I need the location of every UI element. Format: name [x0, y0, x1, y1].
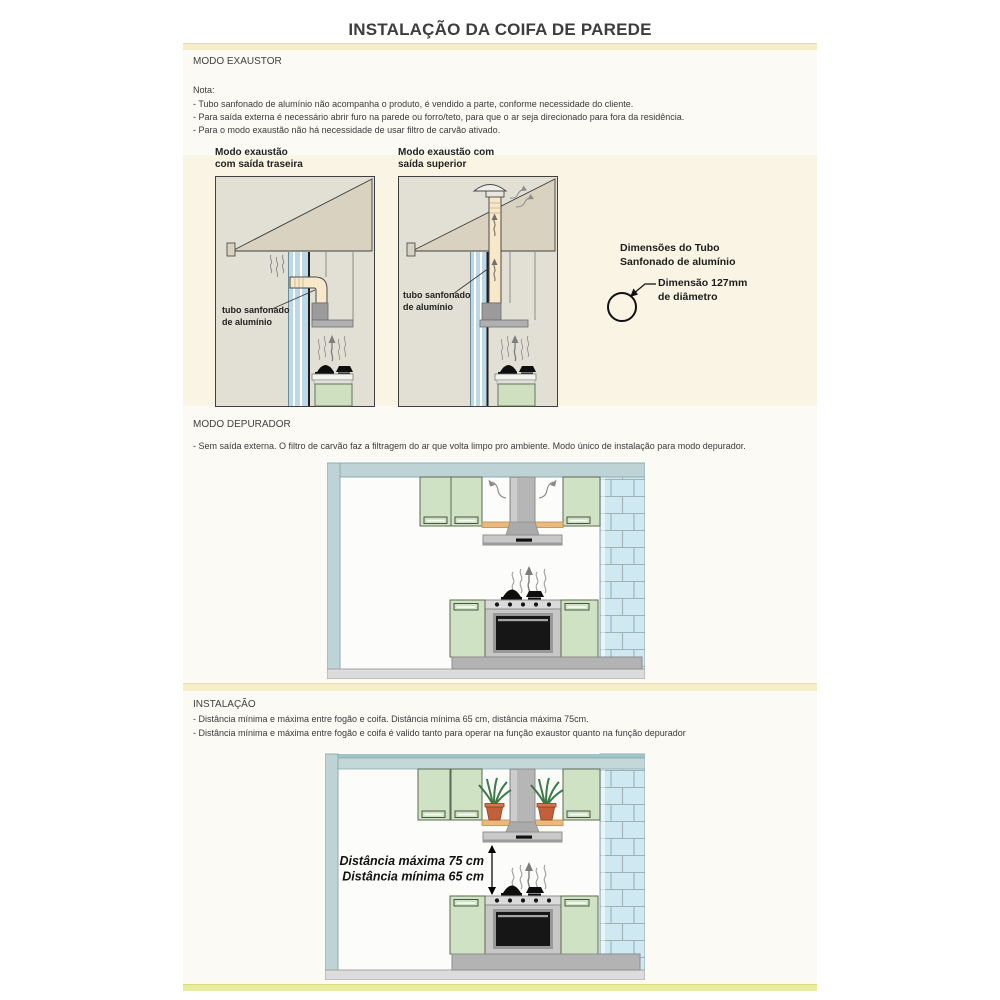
depurador-note: - Sem saída externa. O filtro de carvão faz a filtragem do ar que volta limpo pro ambiente. Modo único de instalação para modo depurador. [193, 441, 746, 451]
divider-band-bottom [183, 984, 817, 991]
hood-chimney [506, 477, 539, 535]
tube-label-line1: tubo sanfonado [403, 290, 471, 300]
instalacao-note-1: - Distância mínima e máxima entre fogão e coifa. Distância mínima 65 cm, distância máxima 75cm. [193, 714, 589, 724]
nota-item-1: - Tubo sanfonado de alumínio não acompanha o produto, é vendido a parte, conforme necessidade do cliente. [193, 99, 634, 109]
nota-item-2: - Para saída externa é necessário abrir furo na parede ou forro/teto, para que o ar seja direcionado para fora da residência. [193, 112, 685, 122]
wall-cross-section [288, 252, 309, 406]
modo-exaustor-heading: MODO EXAUSTOR [193, 56, 282, 67]
plinth [452, 954, 640, 970]
diagram-rear-exit [215, 176, 375, 407]
left-wall [327, 463, 340, 677]
tube-label-line1: tubo sanfonado [222, 305, 290, 315]
tube-label-line2: de alumínio [403, 302, 454, 312]
brick-wall [600, 754, 645, 970]
aluminum-tube-vertical [489, 195, 501, 303]
stove [312, 374, 353, 406]
stove [485, 600, 561, 657]
tube-dimension-value: Dimensão 127mm de diâmetro [658, 277, 748, 303]
floor [327, 669, 645, 679]
modo-depurador-heading: MODO DEPURADOR [193, 419, 291, 430]
kitchen-illustration-depurador [327, 461, 645, 679]
kitchen-illustration-distances [325, 752, 645, 980]
brick-wall [600, 463, 645, 675]
oven-handle [498, 619, 548, 621]
stove [495, 374, 536, 406]
hood-canopy [483, 832, 562, 842]
tube-label-line2: de alumínio [222, 317, 273, 327]
diagram-top-title: Modo exaustão com saída superior [398, 147, 495, 170]
hood-canopy [483, 535, 562, 545]
tube-diameter-circle [608, 293, 636, 321]
instalacao-note-2: - Distância mínima e máxima entre fogão e coifa é valido tanto para operar na função exaustor quanto na função depurador [193, 728, 686, 738]
hood-chimney [506, 769, 539, 832]
ceiling [327, 463, 645, 477]
oven-handle [498, 915, 548, 917]
ceiling-edge [325, 754, 645, 758]
divider-band-middle [183, 683, 817, 691]
nota-label: Nota: [193, 85, 215, 95]
floor [325, 970, 645, 980]
diagram-rear-title: Modo exaustão com saída traseira [215, 147, 303, 170]
ceiling [325, 758, 645, 769]
nota-item-3: - Para o modo exaustão não há necessidade de usar filtro de carvão ativado. [193, 125, 501, 135]
tube-dimensions-heading: Dimensões do Tubo Sanfonado de alumínio [620, 242, 736, 268]
diagram-top-exit [398, 176, 558, 407]
brick-wall-highlight [601, 754, 605, 970]
distance-min-label: Distância mínima 65 cm [342, 869, 484, 884]
distance-max-label: Distância máxima 75 cm [339, 854, 484, 868]
page-title: INSTALAÇÃO DA COIFA DE PAREDE [348, 20, 652, 39]
callout-arrow-head [630, 289, 638, 298]
left-wall [325, 754, 338, 970]
instalacao-heading: INSTALAÇÃO [193, 699, 256, 710]
plinth [452, 657, 642, 669]
stove [485, 896, 561, 954]
brick-wall-highlight [601, 463, 605, 675]
